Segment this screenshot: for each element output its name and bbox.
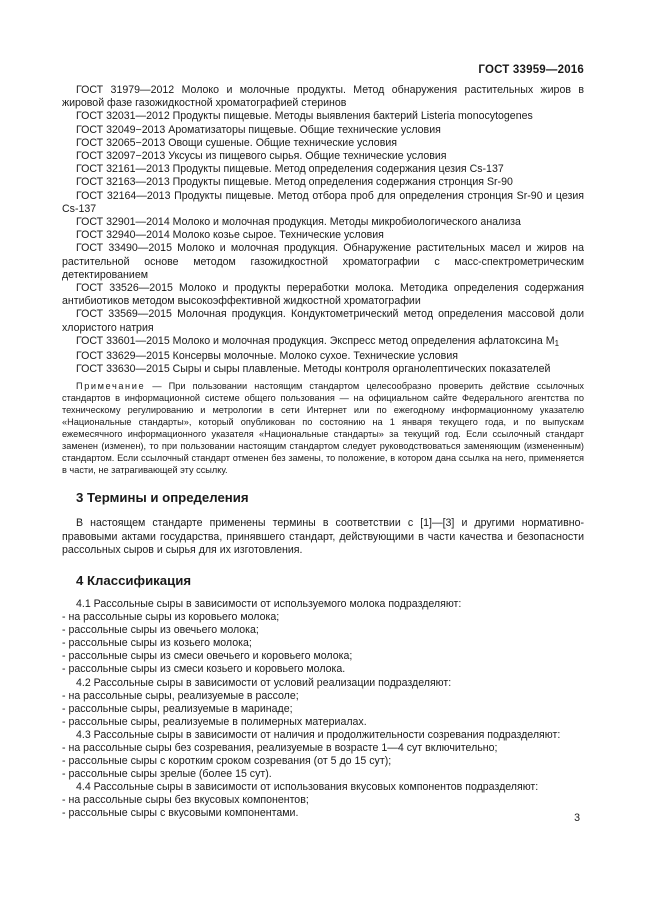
subscript: 1: [554, 338, 560, 348]
classification-item: - на рассольные сыры, реализуемые в рассоле;: [62, 689, 299, 702]
reference-item: ГОСТ 32940—2014 Молоко козье сырое. Технические условия: [76, 229, 384, 242]
reference-item: ГОСТ 32031—2012 Продукты пищевые. Методы выявления бактерий Listeria monocytogenes: [76, 110, 533, 123]
reference-item: ГОСТ 33629—2015 Консервы молочные. Молоко сухое. Технические условия: [76, 350, 458, 363]
page-content: [62, 84, 584, 821]
classification-item: - рассольные сыры из смеси овечьего и коровьего молока;: [62, 650, 353, 663]
classification-item: - рассольные сыры из козьего молока;: [62, 637, 252, 650]
reference-item: ГОСТ 32097−2013 Уксусы из пищевого сырья. Общие технические условия: [76, 150, 447, 163]
reference-item: ГОСТ 33630—2015 Сыры и сыры плавленые. Методы контроля органолептических показателей: [76, 363, 551, 376]
reference-item-aflatoxin: [62, 335, 584, 350]
classification-item: - на рассольные сыры без вкусовых компонентов;: [62, 794, 309, 807]
reference-item: ГОСТ 32161—2013 Продукты пищевые. Метод определения содержания цезия Cs-137: [76, 163, 504, 176]
classification-clause: 4.4 Рассольные сыры в зависимости от использования вкусовых компонентов подразделяют:: [76, 781, 539, 794]
note-text: — При пользовании настоящим стандартом целесообразно проверить действие ссылочных стандартов в информационной системе общего пользования — на официальном сайте Федерального агентства по техническому регулированию и метрологии в сети Интернет или по ежегодному информационному указателю «Национальные стандарты», который опубликован по состоянию на 1 января текущего года, и по выпускам ежемесячного информационного указателя «Национальные стандарты» за текущий год. Если ссылочный стандарт заменен (изменен), то при пользовании настоящим стандартом следует руководствоваться заменяющим (измененным) стандартом. Если ссылочный стандарт отменен без замены, то положение, в котором дана ссылка на него, применяется в части, не затрагивающей эту ссылку.: [62, 381, 584, 476]
classification-item: - рассольные сыры с вкусовыми компонентами.: [62, 807, 299, 820]
reference-item: ГОСТ 32901—2014 Молоко и молочная продукция. Методы микробиологического анализа: [76, 216, 521, 229]
note-label: Примечание: [76, 381, 146, 392]
reference-item: ГОСТ 32164—2013 Продукты пищевые. Метод отбора проб для определения стронция Sr-90 и цезия Cs-137: [62, 189, 584, 215]
section-3-heading: 3 Термины и определения: [76, 490, 249, 506]
classification-item: - рассольные сыры, реализуемые в полимерных материалах.: [62, 715, 367, 728]
section-4-heading: 4 Классификация: [76, 572, 192, 588]
classification-clause: 4.1 Рассольные сыры в зависимости от используемого молока подразделяют:: [76, 597, 462, 610]
document-code-header: ГОСТ 33959—2016: [478, 64, 584, 76]
reference-item: ГОСТ 33569—2015 Молочная продукция. Кондуктометрический метод определения массовой доли хлористого натрия: [62, 308, 584, 334]
note-paragraph: [62, 380, 584, 476]
reference-item: ГОСТ 32163—2013 Продукты пищевые. Метод определения содержания стронция Sr-90: [76, 176, 513, 189]
reference-item: ГОСТ 33526—2015 Молоко и продукты переработки молока. Методика определения содержания антибиотиков методом высокоэффективной жидкостной хроматографии: [62, 282, 584, 308]
reference-text: ГОСТ 33601—2015 Молоко и молочная продукция. Экспресс метод определения афлатоксина M: [76, 334, 555, 347]
classification-list: [62, 598, 584, 821]
reference-item: ГОСТ 33490—2015 Молоко и молочная продукция. Обнаружение растительных масел и жиров на растительной основе методом газожидкостной хроматографии с масс-спектрометрическим детектированием: [62, 242, 584, 281]
classification-clause: 4.3 Рассольные сыры в зависимости от наличия и продолжительности созревания подразделяют:: [76, 728, 561, 741]
reference-item: ГОСТ 31979—2012 Молоко и молочные продукты. Метод обнаружения растительных жиров в жировой фазе газожидкостной хроматографией стеринов: [62, 84, 584, 110]
classification-item: - рассольные сыры зрелые (более 15 сут).: [62, 768, 272, 781]
section-3-text: В настоящем стандарте применены термины в соответствии с [1]—[3] и другими нормативно-правовыми актами государства, принявшего стандарт, действующими в части качества и безопасности рассольных сыров и сырья для их изготовления.: [62, 517, 584, 557]
reference-item: ГОСТ 32049−2013 Ароматизаторы пищевые. Общие технические условия: [76, 123, 441, 136]
classification-item: - рассольные сыры из смеси козьего и коровьего молока.: [62, 663, 346, 676]
classification-item: - рассольные сыры с коротким сроком созревания (от 5 до 15 сут);: [62, 755, 392, 768]
page-number: 3: [574, 812, 580, 824]
normative-references-list: [62, 84, 584, 376]
classification-clause: 4.2 Рассольные сыры в зависимости от условий реализации подразделяют:: [76, 676, 452, 689]
reference-item: ГОСТ 32065−2013 Овощи сушеные. Общие технические условия: [76, 136, 397, 149]
classification-item: - рассольные сыры из овечьего молока;: [62, 624, 259, 637]
classification-item: - на рассольные сыры без созревания, реализуемые в возрасте 1—4 сут включительно;: [62, 742, 498, 754]
classification-item: - на рассольные сыры из коровьего молока;: [62, 611, 280, 624]
classification-item: - рассольные сыры, реализуемые в маринаде;: [62, 702, 293, 715]
